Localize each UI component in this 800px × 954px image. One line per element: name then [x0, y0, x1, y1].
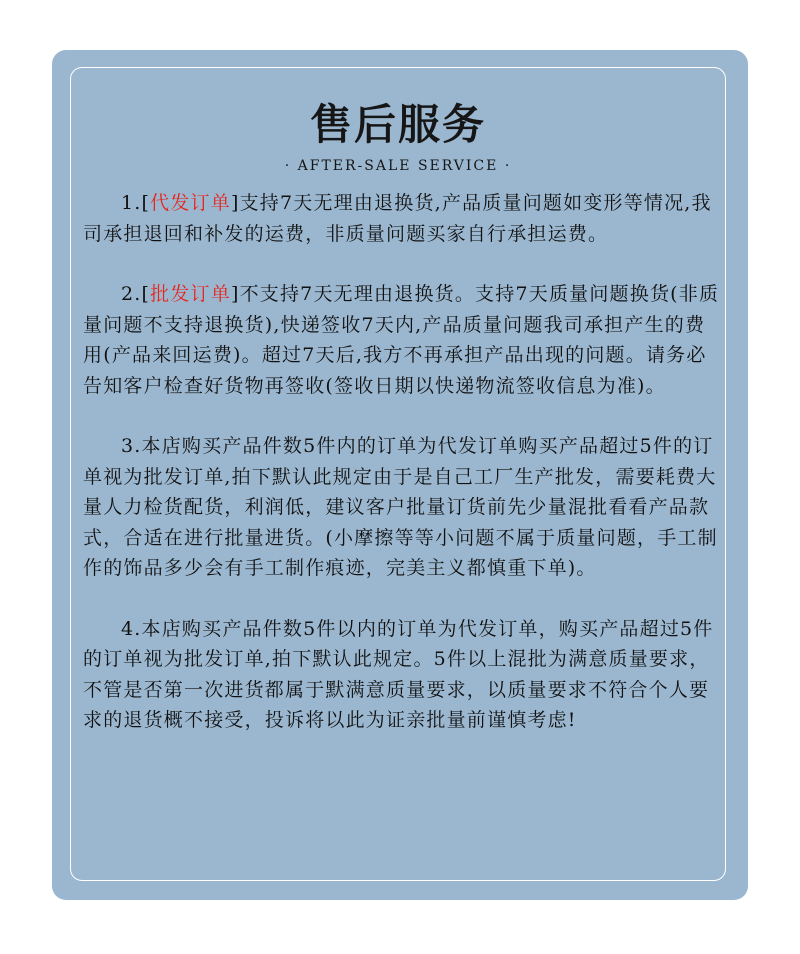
paragraph-4-body: 4.本店购买产品件数5件以内的订单为代发订单，购买产品超过5件的订单视为批发订单,拍下默认此规定。5件以上混批为满意质量要求，不管是否第一次进货都属于默满意质量要求，以质量要求不符合个人要求的退货概不接受，投诉将以此为证亲批量前谨慎考虑! [83, 617, 714, 731]
wholesale-order-label: 批发订单 [150, 283, 231, 305]
after-sale-card [52, 50, 748, 900]
paragraph-2-body: ]不支持7天无理由退换货。支持7天质量问题换货(非质量问题不支持退换货),快递签收7天内,产品质量问题我司承担产生的费用(产品来回运费)。超过7天后,我方不再承担产品出现的问题。请务必告知客户检查好货物再签收(签收日期以快递物流签收信息为准)。 [83, 283, 720, 397]
inner-border-frame [70, 67, 726, 881]
policy-paragraph-3 [83, 431, 723, 584]
dropship-order-label: 代发订单 [150, 192, 231, 214]
paragraph-1-body: ]支持7天无理由退换货,产品质量问题如变形等情况,我司承担退回和补发的运费，非质量问题买家自行承担运费。 [83, 192, 712, 245]
page-subtitle: · AFTER-SALE SERVICE · [284, 158, 512, 174]
page-title: 售后服务 [309, 100, 486, 149]
policy-paragraph-1 [83, 188, 723, 249]
paragraph-2-prefix: 2.[ [121, 283, 151, 305]
policy-paragraph-2 [83, 279, 723, 401]
policy-content [83, 188, 723, 736]
policy-paragraph-4 [83, 614, 723, 736]
paragraph-3-body: 3.本店购买产品件数5件内的订单为代发订单购买产品超过5件的订单视为批发订单,拍下默认此规定由于是自己工厂生产批发，需要耗费大量人力检货配货，利润低，建议客户批量订货前先少量混批看看产品款式，合适在进行批量进货。(小摩擦等等小问题不属于质量问题，手工制作的饰品多少会有手工制作痕迹，完美主义都慎重下单)。 [83, 435, 718, 579]
paragraph-1-prefix: 1.[ [121, 192, 151, 214]
